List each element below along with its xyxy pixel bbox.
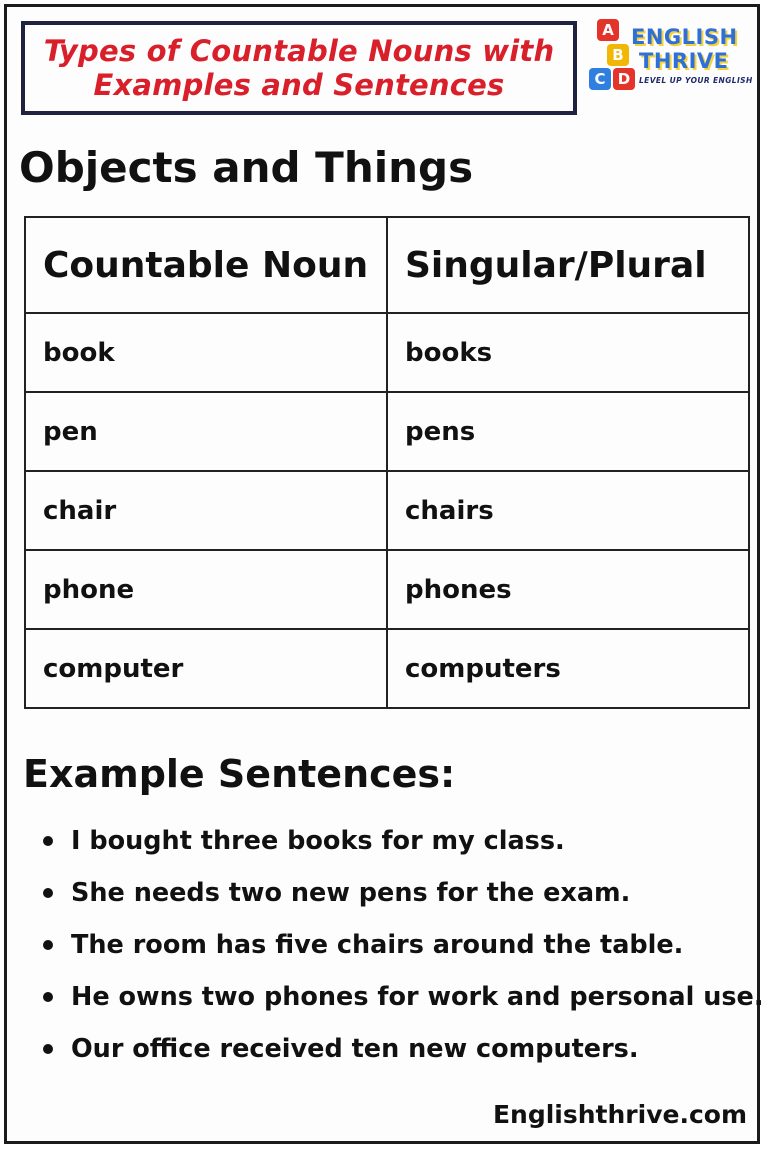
list-item <box>33 867 764 919</box>
bullet-icon <box>43 836 53 846</box>
table-row <box>25 313 749 392</box>
sentence-text: She needs two new pens for the exam. <box>71 878 631 908</box>
table-cell-plural: chairs <box>387 471 749 550</box>
bullet-icon <box>43 940 53 950</box>
table-cell-singular: book <box>25 313 387 392</box>
table-row <box>25 629 749 708</box>
logo-word-thrive: THRIVE <box>639 49 729 73</box>
example-sentences-list <box>33 815 764 1075</box>
table-cell-singular: computer <box>25 629 387 708</box>
table-row <box>25 550 749 629</box>
table-cell-plural: phones <box>387 550 749 629</box>
list-item <box>33 919 764 971</box>
table-cell-plural: computers <box>387 629 749 708</box>
logo-word-english: ENGLISH <box>631 25 738 49</box>
table-cell-singular: chair <box>25 471 387 550</box>
table-cell-plural: books <box>387 313 749 392</box>
bullet-icon <box>43 992 53 1002</box>
title-box <box>21 21 577 115</box>
column-header-countable-noun: Countable Noun <box>25 217 387 313</box>
bullet-icon <box>43 888 53 898</box>
examples-title: Example Sentences: <box>23 752 456 796</box>
table-row <box>25 392 749 471</box>
bullet-icon <box>43 1044 53 1054</box>
worksheet-page <box>4 4 764 1144</box>
list-item <box>33 971 764 1023</box>
list-item <box>33 1023 764 1075</box>
logo-tagline: LEVEL UP YOUR ENGLISH <box>639 76 753 85</box>
english-thrive-logo <box>587 17 757 97</box>
sentence-text: He owns two phones for work and personal use. <box>71 982 764 1012</box>
nouns-table <box>24 216 750 709</box>
table-cell-singular: pen <box>25 392 387 471</box>
logo-tile-a: A <box>597 19 619 41</box>
page-title-line-2: Examples and Sentences <box>93 68 505 102</box>
column-header-singular-plural: Singular/Plural <box>387 217 749 313</box>
logo-tile-b: B <box>607 44 629 66</box>
sentence-text: Our office received ten new computers. <box>71 1034 639 1064</box>
table-cell-singular: phone <box>25 550 387 629</box>
sentence-text: I bought three books for my class. <box>71 826 565 856</box>
sentence-text: The room has five chairs around the table. <box>71 930 684 960</box>
table-row <box>25 471 749 550</box>
footer-website: Englishthrive.com <box>492 1100 747 1129</box>
page-title-line-1: Types of Countable Nouns with <box>43 34 555 68</box>
table-header-row <box>25 217 749 313</box>
table-cell-plural: pens <box>387 392 749 471</box>
list-item <box>33 815 764 867</box>
logo-tile-d: D <box>613 68 635 90</box>
logo-tile-c: C <box>589 68 611 90</box>
section-title: Objects and Things <box>19 143 474 192</box>
